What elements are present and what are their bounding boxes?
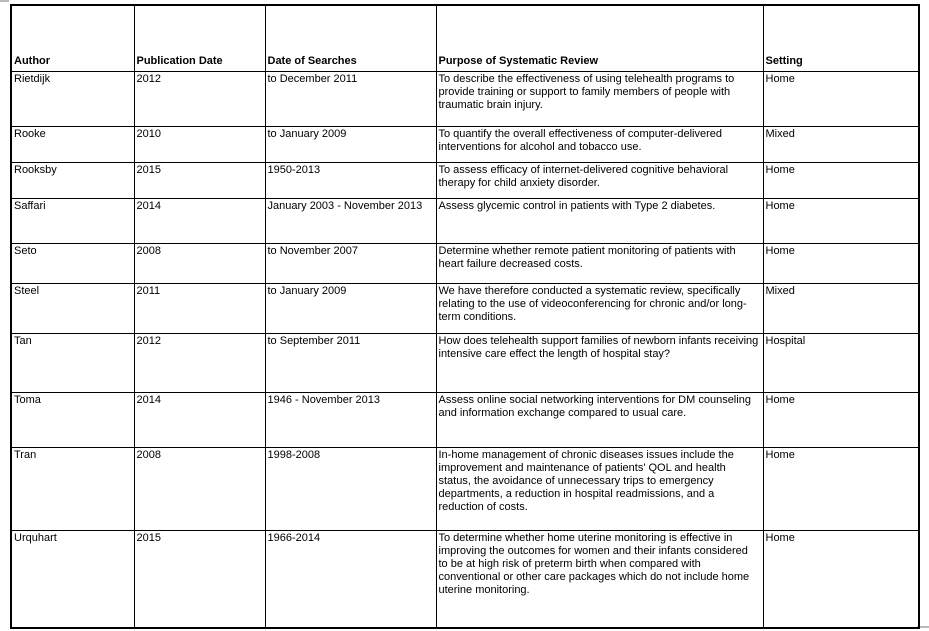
table-row bbox=[11, 162, 919, 198]
cell-setting: Mixed bbox=[763, 126, 919, 162]
cell-publication_date: 2010 bbox=[134, 126, 265, 162]
cell-author: Toma bbox=[11, 392, 134, 447]
cell-purpose: To assess efficacy of internet-delivered cognitive behavioral therapy for child anxiety disorder. bbox=[436, 162, 763, 198]
cell-author: Seto bbox=[11, 243, 134, 283]
table-row bbox=[11, 447, 919, 530]
table-row bbox=[11, 530, 919, 628]
systematic-review-table bbox=[10, 4, 920, 629]
cell-purpose: How does telehealth support families of newborn infants receiving intensive care effect the length of hospital stay? bbox=[436, 333, 763, 392]
cell-date_of_searches: 1966-2014 bbox=[265, 530, 436, 628]
cell-setting: Hospital bbox=[763, 333, 919, 392]
cell-purpose: To determine whether home uterine monitoring is effective in improving the outcomes for women and their infants considered to be at high risk of preterm birth when compared with conventional or other care packages which do not include home uterine monitoring. bbox=[436, 530, 763, 628]
cell-setting: Mixed bbox=[763, 283, 919, 333]
cell-purpose: We have therefore conducted a systematic review, specifically relating to the use of videoconferencing for chronic and/or long-term conditions. bbox=[436, 283, 763, 333]
cell-date_of_searches: to December 2011 bbox=[265, 71, 436, 126]
cell-date_of_searches: to January 2009 bbox=[265, 283, 436, 333]
cell-setting: Home bbox=[763, 162, 919, 198]
table-header bbox=[11, 5, 919, 71]
cell-purpose: In-home management of chronic diseases issues include the improvement and maintenance of patients' QOL and health status, the avoidance of unnecessary trips to emergency departments, a reduction in hospital readmissions, and a reduction of costs. bbox=[436, 447, 763, 530]
cell-date_of_searches: to January 2009 bbox=[265, 126, 436, 162]
cell-date_of_searches: 1946 - November 2013 bbox=[265, 392, 436, 447]
cell-author: Rooksby bbox=[11, 162, 134, 198]
column-header-date_of_searches: Date of Searches bbox=[265, 5, 436, 71]
cell-publication_date: 2012 bbox=[134, 333, 265, 392]
column-header-publication_date: Publication Date bbox=[134, 5, 265, 71]
table-row bbox=[11, 198, 919, 243]
cell-publication_date: 2011 bbox=[134, 283, 265, 333]
cell-date_of_searches: January 2003 - November 2013 bbox=[265, 198, 436, 243]
cell-author: Saffari bbox=[11, 198, 134, 243]
cell-publication_date: 2015 bbox=[134, 162, 265, 198]
page-margin-mark-top-left bbox=[0, 0, 9, 2]
table-row bbox=[11, 71, 919, 126]
column-header-purpose: Purpose of Systematic Review bbox=[436, 5, 763, 71]
table-row bbox=[11, 333, 919, 392]
cell-purpose: To quantify the overall effectiveness of computer-delivered interventions for alcohol and tobacco use. bbox=[436, 126, 763, 162]
cell-setting: Home bbox=[763, 71, 919, 126]
column-header-setting: Setting bbox=[763, 5, 919, 71]
table-row bbox=[11, 126, 919, 162]
cell-publication_date: 2015 bbox=[134, 530, 265, 628]
table-row bbox=[11, 392, 919, 447]
cell-author: Rietdijk bbox=[11, 71, 134, 126]
table-row bbox=[11, 243, 919, 283]
cell-author: Tran bbox=[11, 447, 134, 530]
cell-author: Rooke bbox=[11, 126, 134, 162]
cell-setting: Home bbox=[763, 392, 919, 447]
cell-setting: Home bbox=[763, 198, 919, 243]
cell-publication_date: 2008 bbox=[134, 243, 265, 283]
cell-author: Steel bbox=[11, 283, 134, 333]
cell-publication_date: 2008 bbox=[134, 447, 265, 530]
cell-purpose: Determine whether remote patient monitoring of patients with heart failure decreased costs. bbox=[436, 243, 763, 283]
cell-author: Urquhart bbox=[11, 530, 134, 628]
cell-setting: Home bbox=[763, 530, 919, 628]
cell-author: Tan bbox=[11, 333, 134, 392]
cell-date_of_searches: to September 2011 bbox=[265, 333, 436, 392]
header-row bbox=[11, 5, 919, 71]
cell-publication_date: 2014 bbox=[134, 198, 265, 243]
cell-purpose: Assess glycemic control in patients with Type 2 diabetes. bbox=[436, 198, 763, 243]
cell-setting: Home bbox=[763, 243, 919, 283]
cell-date_of_searches: 1998-2008 bbox=[265, 447, 436, 530]
column-header-author: Author bbox=[11, 5, 134, 71]
cell-purpose: To describe the effectiveness of using telehealth programs to provide training or support to family members of people with traumatic brain injury. bbox=[436, 71, 763, 126]
review-table-body bbox=[11, 71, 919, 628]
cell-date_of_searches: to November 2007 bbox=[265, 243, 436, 283]
cell-purpose: Assess online social networking interventions for DM counseling and information exchange compared to usual care. bbox=[436, 392, 763, 447]
cell-date_of_searches: 1950-2013 bbox=[265, 162, 436, 198]
cell-publication_date: 2014 bbox=[134, 392, 265, 447]
cell-publication_date: 2012 bbox=[134, 71, 265, 126]
table-row bbox=[11, 283, 919, 333]
cell-setting: Home bbox=[763, 447, 919, 530]
